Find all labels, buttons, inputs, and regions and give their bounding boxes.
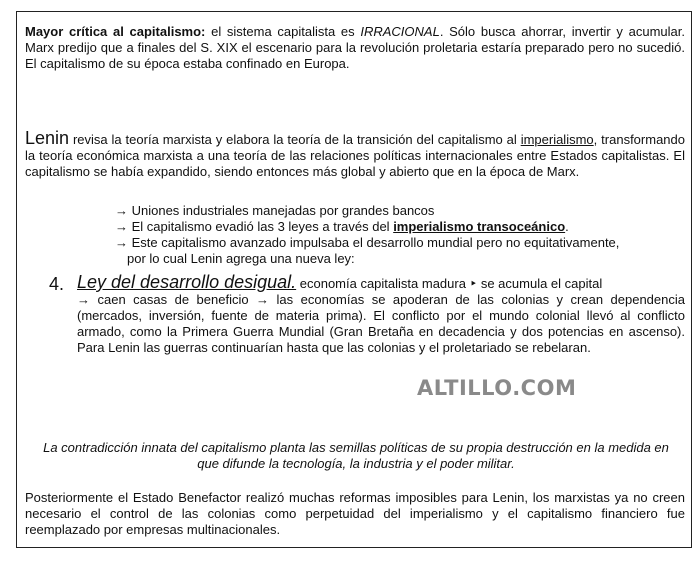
law-first-text: economía capitalista madura ‣ se acumula el capital xyxy=(296,276,603,291)
watermark-logo: ALTILLO.COM xyxy=(417,376,577,400)
bullet-leyes xyxy=(115,219,681,235)
lenin-word: Lenin xyxy=(25,128,70,148)
irracional-word: IRRACIONAL xyxy=(360,24,440,39)
critica-text-2: . Sólo busca ahorrar, invertir y acumular. Marx predijo que a finales del S. XIX el escenario para la revolución proletaria estaría preparado pero no sucedió. El capitalismo de su época estaba confinado en Europa. xyxy=(25,24,685,71)
law-first-line xyxy=(77,274,685,292)
critica-text-1: el sistema capitalista es xyxy=(205,24,361,39)
lenin-text-2: , transformando la teoría económica marxista a una teoría de las relaciones políticas internacionales entre Estados capitalistas. El capitalismo se había expandido, siendo entonces más global y abierto que en la época de Marx. xyxy=(25,132,685,179)
bullet-leyes-end: . xyxy=(565,219,569,234)
lenin-text-1: revisa la teoría marxista y elabora la teoría de la transición del capitalismo al xyxy=(69,132,521,147)
quote-paragraph: La contradicción innata del capitalismo planta las semillas políticas de su propia destrucción en la medida en que difunde la tecnología, la industria y el poder militar. xyxy=(43,440,669,471)
bullet-uniones: → Uniones industriales manejadas por grandes bancos xyxy=(115,203,435,218)
paragraph-lenin xyxy=(25,130,685,180)
bullet-leyes-text: → El capitalismo evadió las 3 leyes a través del xyxy=(115,219,394,234)
law-body: → caen casas de beneficio → las economías se apoderan de las colonias y crean dependencia (mercados, inversión, fuente de materia prima). El conflicto por el mundo colonial llevó al conflicto armado, como la Primera Guerra Mundial (Gran Bretaña en decadencia y dos potencias en ascenso). Para Lenin las guerras continuarían hasta que las colonias y el proletariado se rebelaran. xyxy=(77,292,685,355)
critica-lead: Mayor crítica al capitalismo: xyxy=(25,24,206,39)
law-number: 4. xyxy=(49,274,65,294)
document-frame xyxy=(16,11,692,548)
law-item xyxy=(49,274,685,356)
imperialismo-transoceanico: imperialismo transoceánico xyxy=(393,219,566,234)
paragraph-critica xyxy=(25,24,685,72)
law-title: Ley del desarrollo desigual. xyxy=(77,272,297,292)
bullet-desarrollo: → Este capitalismo avanzado impulsaba el desarrollo mundial pero no equitativamente, xyxy=(115,235,620,250)
imperialismo-word: imperialismo xyxy=(520,132,594,147)
bullet-desarrollo-cont: por lo cual Lenin agrega una nueva ley: xyxy=(127,251,355,266)
paragraph-estado-benefactor: Posteriormente el Estado Benefactor realizó muchas reformas imposibles para Lenin, los marxistas ya no creen necesario el control de las colonias como perpetuidad del imperialismo y el capitalismo financiero fue reemplazado por empresas multinacionales. xyxy=(25,490,685,537)
bullet-list xyxy=(115,203,681,267)
